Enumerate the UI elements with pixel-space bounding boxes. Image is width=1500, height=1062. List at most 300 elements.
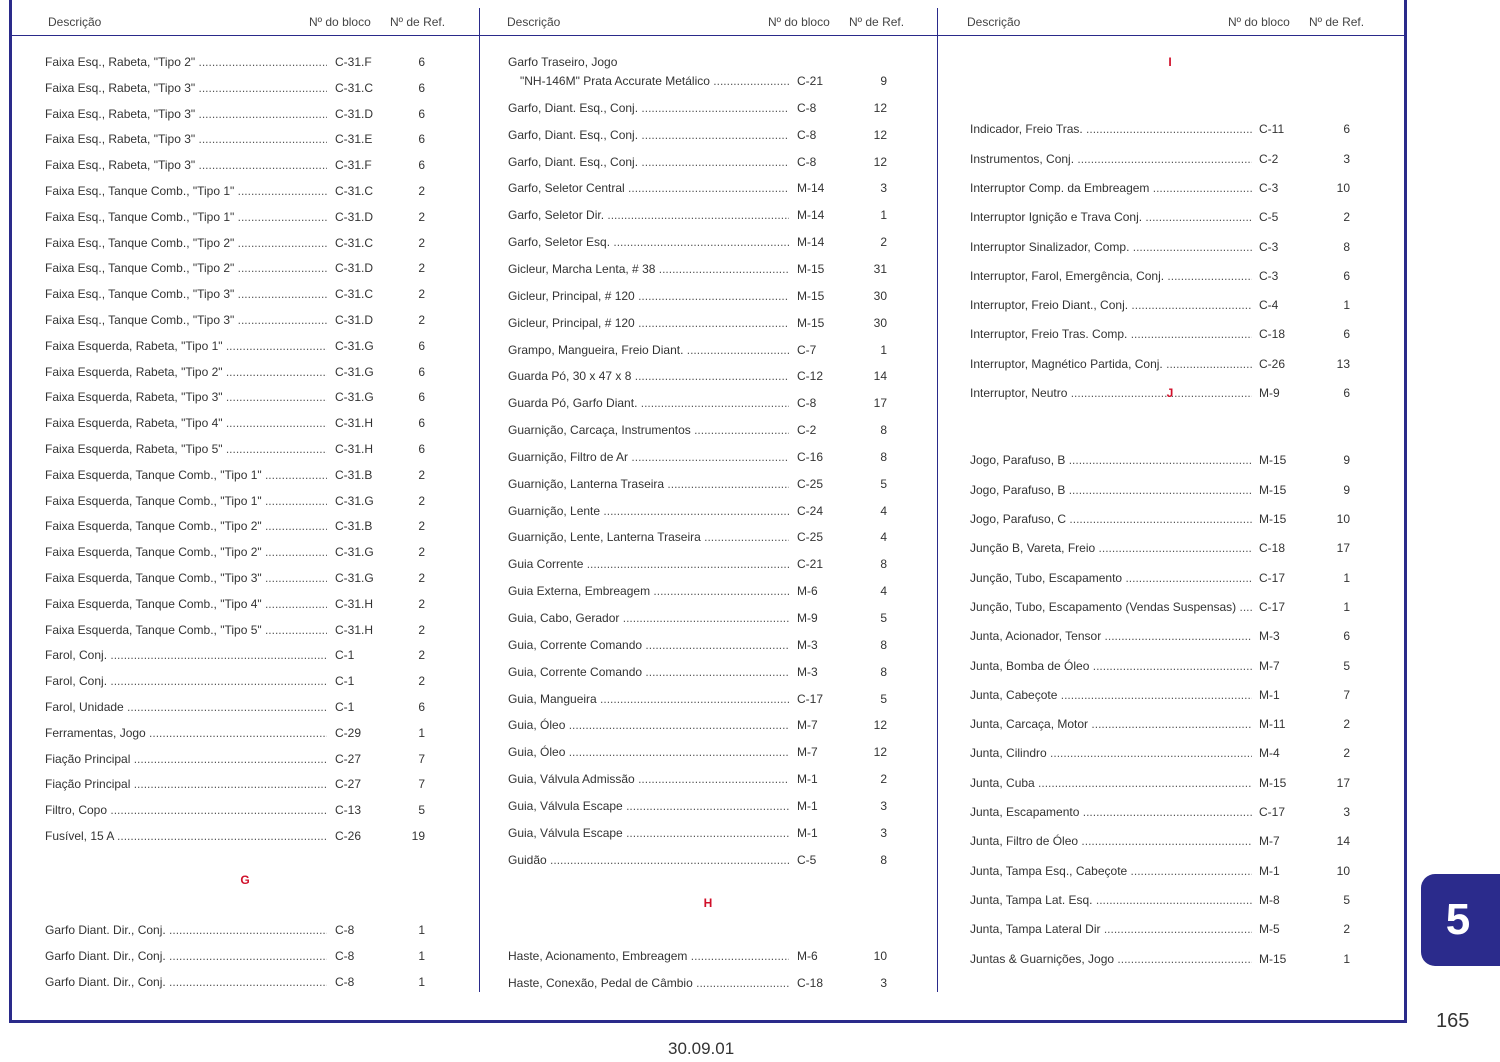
list-item [45, 698, 429, 716]
list-item [45, 801, 429, 819]
list-item [970, 715, 1354, 733]
list-item [45, 234, 429, 252]
entry-block: M-9 [1259, 386, 1280, 401]
entry-ref: 2 [880, 235, 887, 250]
entry-block: M-15 [797, 288, 825, 303]
entry-block: M-3 [1259, 629, 1280, 644]
list-item [45, 466, 429, 484]
entry-description: Jogo, Parafuso, B ..... [970, 481, 1252, 499]
entry-description: Indicador, Freio Tras. ..... [970, 120, 1252, 138]
list-item [45, 259, 429, 277]
entry-block: M-14 [797, 235, 825, 250]
entry-block: C-31.E [335, 132, 373, 147]
entry-ref: 31 [873, 261, 887, 276]
entry-block: M-14 [797, 181, 825, 196]
list-item [970, 657, 1354, 675]
list-item [45, 311, 429, 329]
entry-description: Guarda Pó, Garfo Diant. ..... [508, 394, 789, 412]
entry-description: Junta, Cuba ..... [970, 774, 1252, 792]
entry-description: Guarnição, Lente ..... [508, 502, 789, 520]
entry-ref: 2 [418, 571, 425, 585]
entry-description: Garfo, Seletor Dir. ..... [508, 206, 789, 224]
list-item [970, 539, 1354, 557]
entry-block: C-29 [335, 725, 362, 740]
list-item [508, 421, 891, 439]
entry-description: Faixa Esq., Rabeta, "Tipo 3" ..... [45, 79, 327, 97]
entry-description: Jogo, Parafuso, C ..... [970, 510, 1252, 528]
list-item [45, 569, 429, 587]
list-item [970, 686, 1354, 704]
entry-description: Garfo, Seletor Esq. ..... [508, 233, 789, 251]
entry-block: M-5 [1259, 922, 1280, 937]
entry-description: Interruptor, Farol, Emergência, Conj. ..... [970, 267, 1252, 285]
list-item [970, 774, 1354, 792]
entry-description: Filtro, Copo ..... [45, 801, 327, 819]
entry-description: Haste, Conexão, Pedal de Câmbio ..... [508, 974, 789, 992]
entry-ref: 7 [418, 777, 425, 792]
entry-block: C-31.C [335, 184, 374, 198]
entry-ref: 5 [1343, 658, 1350, 673]
entry-ref: 4 [880, 584, 887, 599]
entry-block: C-7 [797, 342, 817, 357]
entry-block: C-8 [797, 100, 817, 115]
entry-description: Junta, Acionador, Tensor ..... [970, 627, 1252, 645]
entry-description: Faixa Esquerda, Tanque Comb., "Tipo 3" ..... [45, 569, 327, 587]
list-item [508, 72, 891, 90]
entry-block: C-5 [1259, 210, 1279, 225]
list-item [45, 517, 429, 535]
entry-block: C-25 [797, 530, 824, 545]
entry-block: C-31.G [335, 493, 374, 508]
list-item [45, 827, 429, 845]
entry-description: Garfo Diant. Dir., Conj. ..... [45, 947, 327, 965]
entry-description: Farol, Conj. ..... [45, 672, 327, 690]
list-item [508, 260, 891, 278]
list-item [508, 314, 891, 332]
list-item [45, 414, 429, 432]
entry-ref: 12 [873, 745, 887, 760]
entry-block: M-1 [1259, 687, 1280, 702]
entry-description: Faixa Esq., Tanque Comb., "Tipo 1" ..... [45, 208, 327, 226]
entry-ref: 6 [1343, 122, 1350, 137]
entry-block: C-31.B [335, 467, 373, 482]
entry-ref: 9 [1343, 482, 1350, 497]
list-item [508, 797, 891, 815]
entry-ref: 1 [1343, 951, 1350, 966]
entry-description: Faixa Esq., Rabeta, "Tipo 3" ..... [45, 130, 327, 148]
entry-ref: 10 [873, 949, 887, 964]
section-letter: J [1166, 386, 1174, 401]
entry-ref: 2 [418, 519, 425, 534]
entry-ref: 4 [880, 503, 887, 518]
entry-ref: 5 [418, 803, 425, 818]
entry-description: Junta, Tampa Esq., Cabeçote ..... [970, 862, 1252, 880]
entry-ref: 3 [1343, 805, 1350, 820]
list-item [970, 208, 1354, 226]
entry-description: Junta, Cabeçote ..... [970, 686, 1252, 704]
entry-block: C-1 [335, 648, 355, 663]
entry-description: Gicleur, Principal, # 120 ..... [508, 314, 789, 332]
list-item [45, 388, 429, 406]
entry-description: Faixa Esquerda, Rabeta, "Tipo 5" ..... [45, 440, 327, 458]
entry-block: C-18 [1259, 541, 1286, 556]
entry-block: C-21 [797, 74, 824, 88]
entry-description: Garfo, Diant. Esq., Conj. ..... [508, 153, 789, 171]
list-item [970, 510, 1354, 528]
list-item [508, 287, 891, 305]
entry-block: C-31.F [335, 55, 372, 69]
entry-description: Guarnição, Lente, Lanterna Traseira ..... [508, 528, 789, 546]
entry-ref: 1 [1343, 599, 1350, 614]
entry-description: Guia, Óleo ..... [508, 716, 789, 734]
list-item [970, 150, 1354, 168]
entry-description: Guia Corrente ..... [508, 555, 789, 573]
entry-ref: 12 [873, 100, 887, 115]
list-item [508, 582, 891, 600]
header-block: Nº do bloco [1228, 15, 1290, 29]
header-block: Nº do bloco [309, 15, 371, 29]
entry-ref: 6 [418, 80, 425, 95]
list-item [508, 851, 891, 869]
entry-ref: 2 [418, 313, 425, 327]
list-item [970, 891, 1354, 909]
list-item [508, 475, 891, 493]
entry-description: Interruptor, Magnético Partida, Conj. ..... [970, 355, 1252, 373]
entry-block: C-31.D [335, 209, 374, 224]
entry-ref: 6 [418, 442, 425, 456]
entry-ref: 6 [418, 55, 425, 69]
entry-ref: 17 [873, 396, 887, 411]
list-item [970, 803, 1354, 821]
list-item [45, 646, 429, 664]
entry-description: Farol, Conj. ..... [45, 646, 327, 664]
list-item [45, 672, 429, 690]
entry-ref: 12 [873, 154, 887, 169]
entry-ref: 2 [418, 545, 425, 560]
list-item [45, 182, 429, 200]
entry-description: Guia, Corrente Comando ..... [508, 663, 789, 681]
entry-description: Guia, Mangueira ..... [508, 690, 789, 708]
list-item [45, 208, 429, 226]
list-item [45, 621, 429, 639]
entry-description: Faixa Esquerda, Tanque Comb., "Tipo 1" ..... [45, 492, 327, 510]
header-description: Descrição [507, 15, 561, 29]
entry-ref: 17 [1336, 775, 1350, 790]
entry-ref: 2 [418, 648, 425, 663]
entry-block: C-31.G [335, 571, 374, 585]
entry-block: M-6 [797, 584, 818, 599]
entry-ref: 2 [418, 184, 425, 198]
entry-block: C-31.C [335, 287, 374, 302]
entry-description: Faixa Esquerda, Tanque Comb., "Tipo 2" ..... [45, 517, 327, 535]
entry-description: Ferramentas, Jogo ..... [45, 724, 327, 742]
list-item [45, 724, 429, 742]
entry-block: C-3 [1259, 268, 1279, 283]
entry-ref: 3 [880, 798, 887, 813]
entry-description: Guarda Pó, 30 x 47 x 8 ..... [508, 367, 789, 385]
entry-ref: 2 [1343, 922, 1350, 937]
list-item [970, 451, 1354, 469]
entry-ref: 6 [1343, 386, 1350, 401]
entry-description: Gicleur, Principal, # 120 ..... [508, 287, 789, 305]
list-item [45, 440, 429, 458]
entry-description: Junção, Tubo, Escapamento ..... [970, 569, 1252, 587]
entry-block: M-15 [1259, 951, 1287, 966]
entry-description: Guarnição, Lanterna Traseira ..... [508, 475, 789, 493]
list-item [970, 179, 1354, 197]
section-tab[interactable]: 5 [1421, 874, 1500, 966]
entry-description: Faixa Esq., Tanque Comb., "Tipo 1" ..... [45, 182, 327, 200]
entry-block: C-27 [335, 751, 362, 766]
list-item [970, 569, 1354, 587]
list-item [970, 355, 1354, 373]
header-block: Nº do bloco [768, 15, 830, 29]
entry-ref: 5 [880, 476, 887, 491]
entry-block: C-3 [1259, 180, 1279, 195]
list-item [508, 367, 891, 385]
entry-block: C-27 [335, 777, 362, 792]
entry-description: Faixa Esq., Rabeta, "Tipo 3" ..... [45, 105, 327, 123]
entry-description: Guidão ..... [508, 851, 789, 869]
entry-block: M-1 [797, 798, 818, 813]
list-item [45, 156, 429, 174]
entry-ref: 5 [1343, 892, 1350, 907]
list-item [508, 690, 891, 708]
entry-block: M-7 [797, 718, 818, 733]
entry-block: M-14 [797, 208, 825, 223]
entry-block: C-31.G [335, 545, 374, 560]
entry-ref: 2 [1343, 717, 1350, 732]
entry-block: C-21 [797, 557, 824, 572]
entry-block: C-8 [797, 127, 817, 142]
entry-block: M-15 [797, 261, 825, 276]
entry-ref: 8 [880, 664, 887, 679]
entry-description: Interruptor Comp. da Embreagem ..... [970, 179, 1252, 197]
list-item [970, 325, 1354, 343]
list-item [45, 595, 429, 613]
list-item [970, 238, 1354, 256]
entry-description: Junta, Escapamento ..... [970, 803, 1252, 821]
list-item [508, 179, 891, 197]
entry-description: Faixa Esq., Rabeta, "Tipo 3" ..... [45, 156, 327, 174]
entry-title: Garfo Traseiro, Jogo [508, 55, 618, 69]
entry-description: Fusível, 15 A ..... [45, 827, 327, 845]
entry-block: C-31.G [335, 338, 374, 353]
entry-description: Guia, Válvula Escape ..... [508, 797, 789, 815]
list-item [970, 862, 1354, 880]
entry-description: Guia, Válvula Admissão ..... [508, 770, 789, 788]
entry-description: Interruptor Ignição e Trava Conj. ..... [970, 208, 1252, 226]
entry-ref: 9 [880, 74, 887, 88]
entry-description: Junta, Bomba de Óleo ..... [970, 657, 1252, 675]
entry-ref: 6 [418, 338, 425, 353]
entry-ref: 2 [418, 467, 425, 482]
list-item [45, 750, 429, 768]
list-item [970, 598, 1354, 616]
list-item [508, 947, 891, 965]
entry-ref: 2 [418, 622, 425, 637]
entry-ref: 10 [1336, 180, 1350, 195]
entry-block: C-17 [1259, 570, 1286, 585]
entry-ref: 6 [418, 106, 425, 121]
entry-description: Junta, Tampa Lat. Esq. ..... [970, 891, 1252, 909]
entry-description: Juntas & Guarnições, Jogo ..... [970, 950, 1252, 968]
entry-ref: 30 [873, 315, 887, 330]
entry-ref: 10 [1336, 863, 1350, 878]
entry-block: C-11 [1259, 122, 1285, 137]
entry-block: M-9 [797, 611, 818, 625]
entry-description: Jogo, Parafuso, B ..... [970, 451, 1252, 469]
entry-ref: 2 [418, 287, 425, 302]
list-item [45, 775, 429, 793]
entry-ref: 7 [418, 751, 425, 766]
entry-description: Garfo, Seletor Central ..... [508, 179, 789, 197]
list-item [508, 663, 891, 681]
entry-description: Garfo, Diant. Esq., Conj. ..... [508, 126, 789, 144]
list-item [45, 921, 429, 939]
entry-block: M-6 [797, 949, 818, 964]
entry-ref: 3 [1343, 151, 1350, 166]
entry-description: Faixa Esquerda, Tanque Comb., "Tipo 1" ..... [45, 466, 327, 484]
list-item [508, 153, 891, 171]
entry-block: M-4 [1259, 746, 1280, 761]
entry-block: M-1 [797, 825, 818, 840]
entry-description: Guarnição, Carcaça, Instrumentos ..... [508, 421, 789, 439]
entry-description: Faixa Esquerda, Rabeta, "Tipo 4" ..... [45, 414, 327, 432]
section-letter: H [703, 895, 713, 910]
entry-ref: 3 [880, 181, 887, 196]
list-item [508, 233, 891, 251]
entry-description: Faixa Esquerda, Rabeta, "Tipo 1" ..... [45, 337, 327, 355]
entry-description: Faixa Esquerda, Tanque Comb., "Tipo 2" ..... [45, 543, 327, 561]
entry-ref: 1 [418, 948, 425, 963]
list-item [508, 743, 891, 761]
entry-ref: 8 [880, 557, 887, 572]
entry-ref: 10 [1336, 512, 1350, 527]
entry-description: Gicleur, Marcha Lenta, # 38 ..... [508, 260, 789, 278]
entry-ref: 8 [1343, 239, 1350, 254]
list-item [970, 267, 1354, 285]
entry-description: Faixa Esquerda, Tanque Comb., "Tipo 4" ..... [45, 595, 327, 613]
header-description: Descrição [48, 15, 102, 29]
entry-description: Interruptor, Neutro ..... [970, 384, 1252, 402]
list-item [508, 974, 891, 992]
entry-ref: 1 [880, 208, 887, 223]
entry-description: Fiação Principal ..... [45, 775, 327, 793]
entry-block: C-31.C [335, 235, 374, 250]
entry-block: C-18 [797, 976, 824, 991]
list-item [508, 206, 891, 224]
column-divider [479, 8, 480, 992]
entry-ref: 2 [418, 674, 425, 689]
entry-ref: 30 [873, 288, 887, 303]
header-ref: Nº de Ref. [1309, 15, 1365, 29]
page-number: 165 [1436, 1010, 1470, 1032]
entry-ref: 9 [1343, 453, 1350, 468]
list-item [970, 950, 1354, 968]
entry-description: Fiação Principal ..... [45, 750, 327, 768]
entry-ref: 2 [418, 209, 425, 224]
list-item [45, 337, 429, 355]
entry-block: M-15 [797, 315, 825, 330]
list-item [970, 920, 1354, 938]
header-divider [9, 35, 1407, 36]
entry-description: Junção, Tubo, Escapamento (Vendas Suspensas) ..... [970, 598, 1252, 616]
entry-ref: 8 [880, 449, 887, 464]
list-item [970, 744, 1354, 762]
entry-ref: 1 [418, 725, 425, 740]
entry-block: C-24 [797, 503, 824, 518]
list-item [45, 543, 429, 561]
entry-description: Guia, Óleo ..... [508, 743, 789, 761]
entry-ref: 13 [1336, 356, 1350, 371]
column-divider [937, 8, 938, 992]
entry-ref: 6 [418, 132, 425, 147]
entry-ref: 8 [880, 423, 887, 438]
entry-block: C-17 [1259, 599, 1286, 614]
entry-block: C-12 [797, 369, 824, 384]
entry-block: C-2 [1259, 151, 1279, 166]
section-letter: G [240, 872, 250, 887]
entry-description: Guia Externa, Embreagem ..... [508, 582, 789, 600]
entry-ref: 4 [880, 530, 887, 545]
entry-block: C-31.G [335, 390, 374, 405]
entry-block: C-3 [1259, 239, 1279, 254]
entry-ref: 6 [418, 416, 425, 431]
entry-description: Faixa Esquerda, Tanque Comb., "Tipo 5" ..... [45, 621, 327, 639]
entry-description: Grampo, Mangueira, Freio Diant. ..... [508, 341, 789, 359]
entry-block: C-8 [797, 396, 817, 411]
list-item [45, 105, 429, 123]
entry-block: C-2 [797, 423, 817, 438]
entry-ref: 2 [880, 772, 887, 787]
entry-description: Instrumentos, Conj. ..... [970, 150, 1252, 168]
entry-ref: 2 [1343, 746, 1350, 761]
entry-block: C-31.H [335, 442, 374, 456]
entry-description: Faixa Esquerda, Rabeta, "Tipo 3" ..... [45, 388, 327, 406]
entry-ref: 6 [418, 390, 425, 405]
entry-block: C-31.D [335, 261, 374, 276]
list-item [45, 285, 429, 303]
entry-ref: 1 [1343, 298, 1350, 313]
entry-description: Junta, Cilindro ..... [970, 744, 1252, 762]
entry-ref: 3 [880, 976, 887, 991]
list-item [45, 492, 429, 510]
entry-ref: 12 [873, 127, 887, 142]
header-ref: Nº de Ref. [390, 15, 446, 29]
list-item [45, 973, 429, 991]
list-item [970, 481, 1354, 499]
entry-description: Faixa Esq., Rabeta, "Tipo 2" ..... [45, 53, 327, 71]
entry-ref: 1 [1343, 570, 1350, 585]
list-item [508, 609, 891, 627]
entry-block: M-15 [1259, 453, 1287, 468]
list-item [970, 832, 1354, 850]
entry-description: Guia, Válvula Escape ..... [508, 824, 789, 842]
entry-ref: 1 [418, 974, 425, 989]
entry-description: Faixa Esq., Tanque Comb., "Tipo 3" ..... [45, 311, 327, 329]
list-item [45, 130, 429, 148]
entry-description: Faixa Esq., Tanque Comb., "Tipo 2" ..... [45, 234, 327, 252]
entry-ref: 1 [418, 923, 425, 938]
entry-block: C-31.G [335, 364, 374, 379]
entry-block: C-31.H [335, 622, 374, 637]
entry-block: C-26 [1259, 356, 1286, 371]
entry-block: C-4 [1259, 298, 1279, 313]
list-item [508, 824, 891, 842]
entry-block: M-1 [797, 772, 818, 787]
list-item [45, 947, 429, 965]
